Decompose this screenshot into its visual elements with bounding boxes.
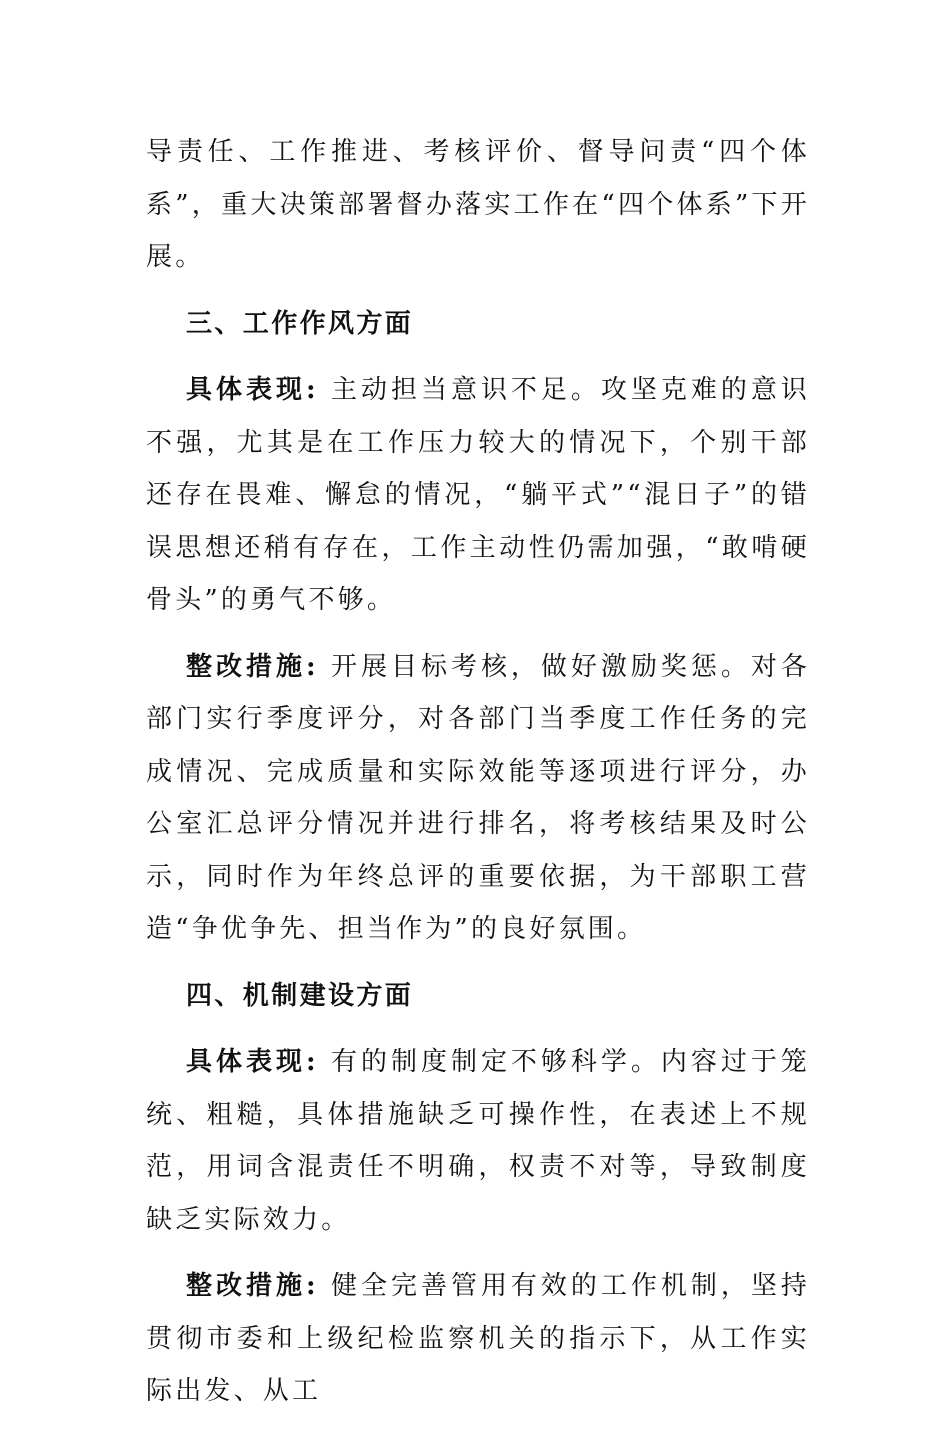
paragraph-text: 主动担当意识不足。攻坚克难的意识不强，尤其是在工作压力较大的情况下，个别干部还存在畏难、懈怠的情况，“躺平式”“混日子”的错误思想还稍有存在，工作主动性仍需加强，“敢啃硬骨头”的勇气不够。 xyxy=(146,375,811,615)
section-heading-work-style: 三、工作作风方面 xyxy=(186,308,414,339)
paragraph-lead: 具体表现: xyxy=(186,375,319,405)
paragraph-mechanism-issue xyxy=(146,1036,810,1246)
paragraph-text: 开展目标考核，做好激励奖惩。对各部门实行季度评分，对各部门当季度工作任务的完成情况、完成质量和实际效能等逐项进行评分，办公室汇总评分情况并进行排名，将考核结果及时公示，同时作为年终总评的重要依据，为干部职工营造“争优争先、担当作为”的良好氛围。 xyxy=(146,651,811,944)
paragraph-work-style-measures xyxy=(146,641,810,956)
paragraph-lead: 整改措施: xyxy=(186,1271,319,1301)
paragraph-continuation xyxy=(146,126,810,284)
paragraph-lead: 具体表现: xyxy=(186,1047,319,1077)
paragraph-text: 导责任、工作推进、考核评价、督导问责“四个体系”，重大决策部署督办落实工作在“四个体系”下开展。 xyxy=(146,137,810,272)
document-body xyxy=(146,126,810,1432)
paragraph-lead: 整改措施: xyxy=(186,651,319,682)
paragraph-text: 有的制度制定不够科学。内容过于笼统、粗糙，具体措施缺乏可操作性，在表述上不规范，用词含混责任不明确，权责不对等，导致制度缺乏实际效力。 xyxy=(146,1047,811,1235)
section-heading-mechanism: 四、机制建设方面 xyxy=(186,980,414,1011)
paragraph-work-style-issue xyxy=(146,364,810,627)
paragraph-mechanism-measures xyxy=(146,1260,810,1418)
paragraph-text: 健全完善管用有效的工作机制，坚持贯彻市委和上级纪检监察机关的指示下，从工作实际出发、从工 xyxy=(146,1271,811,1406)
